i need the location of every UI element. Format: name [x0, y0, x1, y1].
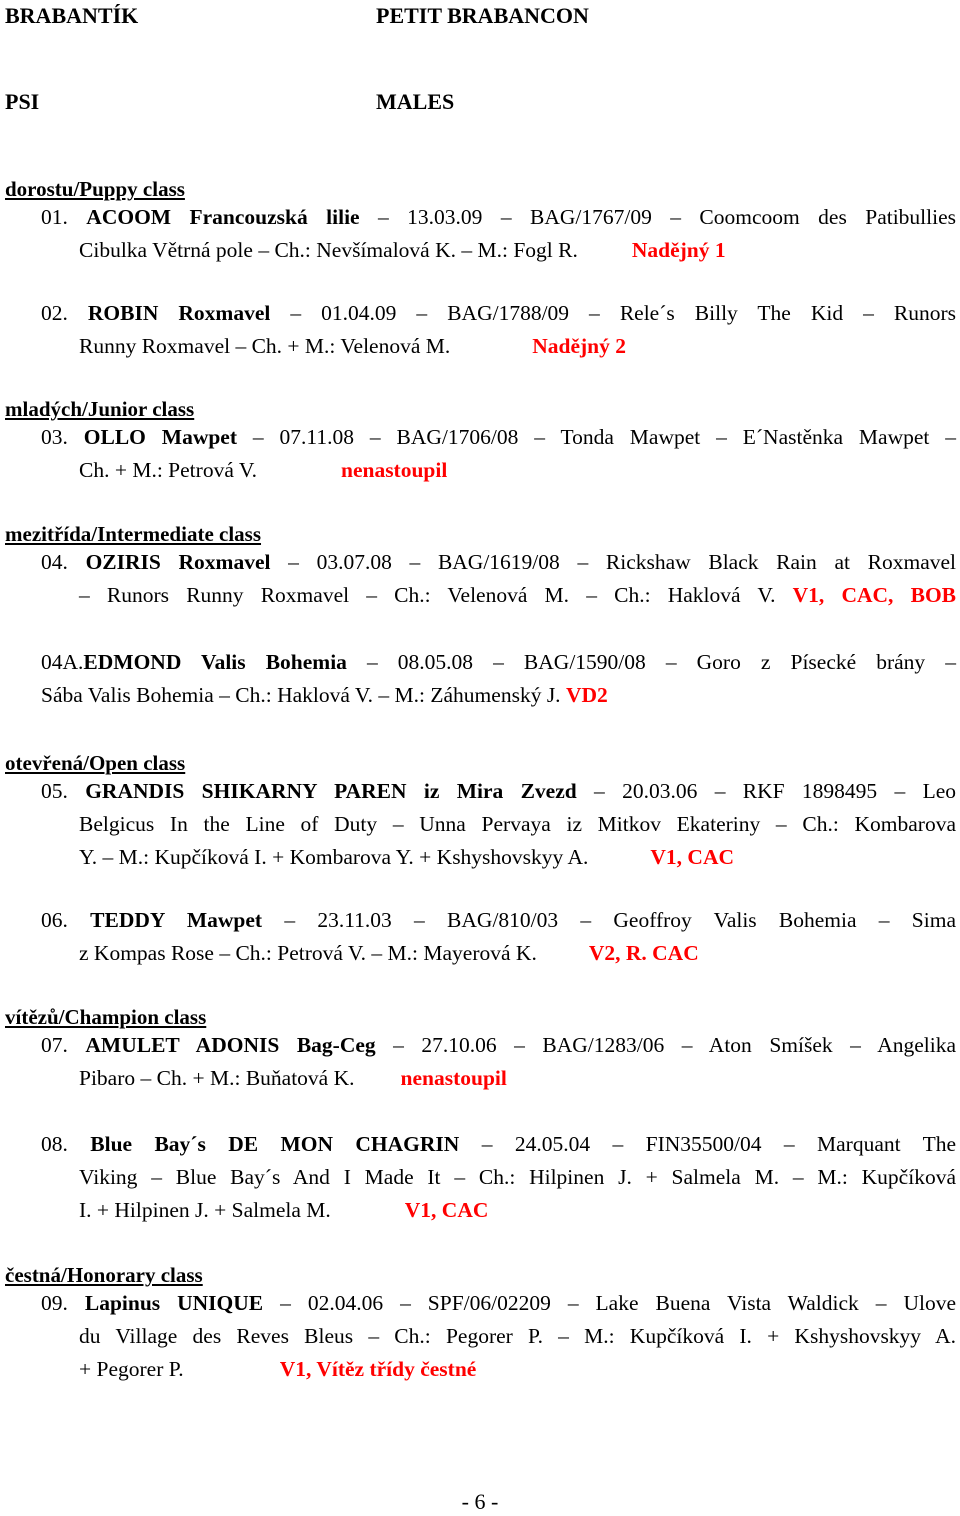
- result-badge: Nadějný 1: [631, 238, 726, 262]
- entry-04: [41, 546, 956, 612]
- entry-02: [41, 297, 956, 363]
- entry-details: – 03.07.08 – BAG/1619/08 – Rickshaw Black Rain at Roxmavel: [270, 550, 957, 574]
- entry-line: [41, 775, 956, 808]
- entry-details: – 13.03.09 – BAG/1767/09 – Coomcoom des Patibullies: [359, 205, 957, 229]
- entry-line: [41, 454, 956, 487]
- sex-cz: PSI: [5, 89, 40, 114]
- entry-details: Runny Roxmavel – Ch. + M.: Velenová M.: [79, 334, 451, 358]
- dog-name: ACOOM Francouzská lilie: [86, 205, 360, 229]
- entry-details: z Kompas Rose – Ch.: Petrová V. – M.: Mayerová K.: [79, 941, 537, 965]
- entry-number: 08.: [41, 1132, 68, 1156]
- entry-number: 02.: [41, 301, 68, 325]
- entry-number: 03.: [41, 425, 68, 449]
- entry-line: [41, 1194, 956, 1227]
- entry-line: [41, 330, 956, 363]
- entry-04a: [41, 646, 956, 712]
- entry-details: – 01.04.09 – BAG/1788/09 – Rele´s Billy The Kid – Runors: [270, 301, 957, 325]
- dog-name: OLLO Mawpet: [83, 425, 238, 449]
- entry-details: – 20.03.06 – RKF 1898495 – Leo: [576, 779, 957, 803]
- entry-line: [41, 1161, 956, 1194]
- entry-09: [41, 1287, 956, 1386]
- result-badge: V2, R. CAC: [588, 941, 699, 965]
- entry-line: [41, 421, 956, 454]
- entry-details: – Runors Runny Roxmavel – Ch.: Velenová M. – Ch.: Haklová V.: [79, 583, 776, 607]
- entry-details: – 24.05.04 – FIN35500/04 – Marquant The: [459, 1132, 957, 1156]
- entry-06: [41, 904, 956, 970]
- entry-05: [41, 775, 956, 874]
- entry-details: Y. – M.: Kupčíková I. + Kombarova Y. + Kshyshovskyy A.: [79, 845, 589, 869]
- entry-number: 04A.: [41, 650, 84, 674]
- entry-line: [41, 579, 956, 612]
- entry-line: [41, 646, 956, 679]
- entry-line: [41, 808, 956, 841]
- result-badge: V1, CAC, BOB: [792, 583, 957, 607]
- dog-name: TEDDY Mawpet: [90, 908, 263, 932]
- entry-line: [41, 1287, 956, 1320]
- breed-name-en: PETIT BRABANCON: [376, 3, 589, 28]
- entry-details: Belgicus In the Line of Duty – Unna Pervaya iz Mitkov Ekateriny – Ch.: Kombarova: [79, 812, 956, 836]
- entry-line: [41, 937, 956, 970]
- entry-details: – 07.11.08 – BAG/1706/08 – Tonda Mawpet – E´Nastěnka Mawpet –: [237, 425, 957, 449]
- class-title-intermediate: mezitřída/Intermediate class: [5, 522, 262, 546]
- entry-number: 04.: [41, 550, 68, 574]
- entry-line: [41, 904, 956, 937]
- entry-details: Sába Valis Bohemia – Ch.: Haklová V. – M.: Záhumenský J.: [41, 683, 561, 707]
- entry-line: [41, 234, 956, 267]
- class-title-puppy: dorostu/Puppy class: [5, 177, 185, 201]
- entry-line: [41, 297, 956, 330]
- entry-details: I. + Hilpinen J. + Salmela M.: [79, 1198, 331, 1222]
- page-number: - 6 -: [461, 1489, 499, 1514]
- dog-name: ROBIN Roxmavel: [87, 301, 271, 325]
- dog-name: AMULET ADONIS Bag-Ceg: [85, 1033, 376, 1057]
- entry-details: + Pegorer P.: [79, 1357, 184, 1381]
- entry-details: Ch. + M.: Petrová V.: [79, 458, 257, 482]
- entry-details: – 08.05.08 – BAG/1590/08 – Goro z Písecké brány –: [346, 650, 956, 674]
- result-badge: Nadějný 2: [532, 334, 627, 358]
- class-title-junior: mladých/Junior class: [5, 397, 195, 421]
- result-badge: VD2: [565, 683, 608, 707]
- entry-line: [41, 201, 956, 234]
- entry-line: [41, 1320, 956, 1353]
- entry-line: [41, 1353, 956, 1386]
- class-title-champion: vítězů/Champion class: [5, 1005, 207, 1029]
- sex-en: MALES: [376, 89, 455, 114]
- entry-07: [41, 1029, 956, 1095]
- entry-details: – 02.04.06 – SPF/06/02209 – Lake Buena Vista Waldick – Ulove: [263, 1291, 956, 1315]
- dog-name: OZIRIS Roxmavel: [85, 550, 271, 574]
- entry-details: Cibulka Větrná pole – Ch.: Nevšímalová K. – M.: Fogl R.: [79, 238, 578, 262]
- entry-08: [41, 1128, 956, 1227]
- entry-details: du Village des Reves Bleus – Ch.: Pegorer P. – M.: Kupčíková I. + Kshyshovskyy A.: [79, 1324, 956, 1348]
- entry-line: [41, 679, 956, 712]
- result-badge: V1, Vítěz třídy čestné: [279, 1357, 477, 1381]
- entry-line: [41, 841, 956, 874]
- result-badge: nenastoupil: [340, 458, 448, 482]
- entry-line: [41, 1029, 956, 1062]
- entry-number: 05.: [41, 779, 68, 803]
- entry-line: [41, 1062, 956, 1095]
- entry-details: – 23.11.03 – BAG/810/03 – Geoffroy Valis Bohemia – Sima: [262, 908, 957, 932]
- entry-line: [41, 1128, 956, 1161]
- entry-line: [41, 546, 956, 579]
- entry-details: – 27.10.06 – BAG/1283/06 – Aton Smíšek – Angelika: [375, 1033, 957, 1057]
- entry-details: Viking – Blue Bay´s And I Made It – Ch.: Hilpinen J. + Salmela M. – M.: Kupčíková: [79, 1165, 956, 1189]
- entry-01: [41, 201, 956, 267]
- entry-number: 09.: [41, 1291, 68, 1315]
- dog-name: GRANDIS SHIKARNY PAREN iz Mira Zvezd: [85, 779, 577, 803]
- entry-03: [41, 421, 956, 487]
- result-badge: nenastoupil: [400, 1066, 507, 1090]
- result-badge: V1, CAC: [404, 1198, 489, 1222]
- entry-details: Pibaro – Ch. + M.: Buňatová K.: [79, 1066, 355, 1090]
- dog-name: Blue Bay´s DE MON CHAGRIN: [90, 1132, 460, 1156]
- class-title-open: otevřená/Open class: [5, 751, 186, 775]
- entry-number: 06.: [41, 908, 68, 932]
- result-badge: V1, CAC: [650, 845, 734, 869]
- entry-number: 01.: [41, 205, 68, 229]
- dog-name: EDMOND Valis Bohemia: [83, 650, 347, 674]
- breed-name-cz: BRABANTÍK: [5, 3, 139, 28]
- entry-number: 07.: [41, 1033, 68, 1057]
- class-title-honorary: čestná/Honorary class: [5, 1263, 203, 1287]
- dog-name: Lapinus UNIQUE: [84, 1291, 264, 1315]
